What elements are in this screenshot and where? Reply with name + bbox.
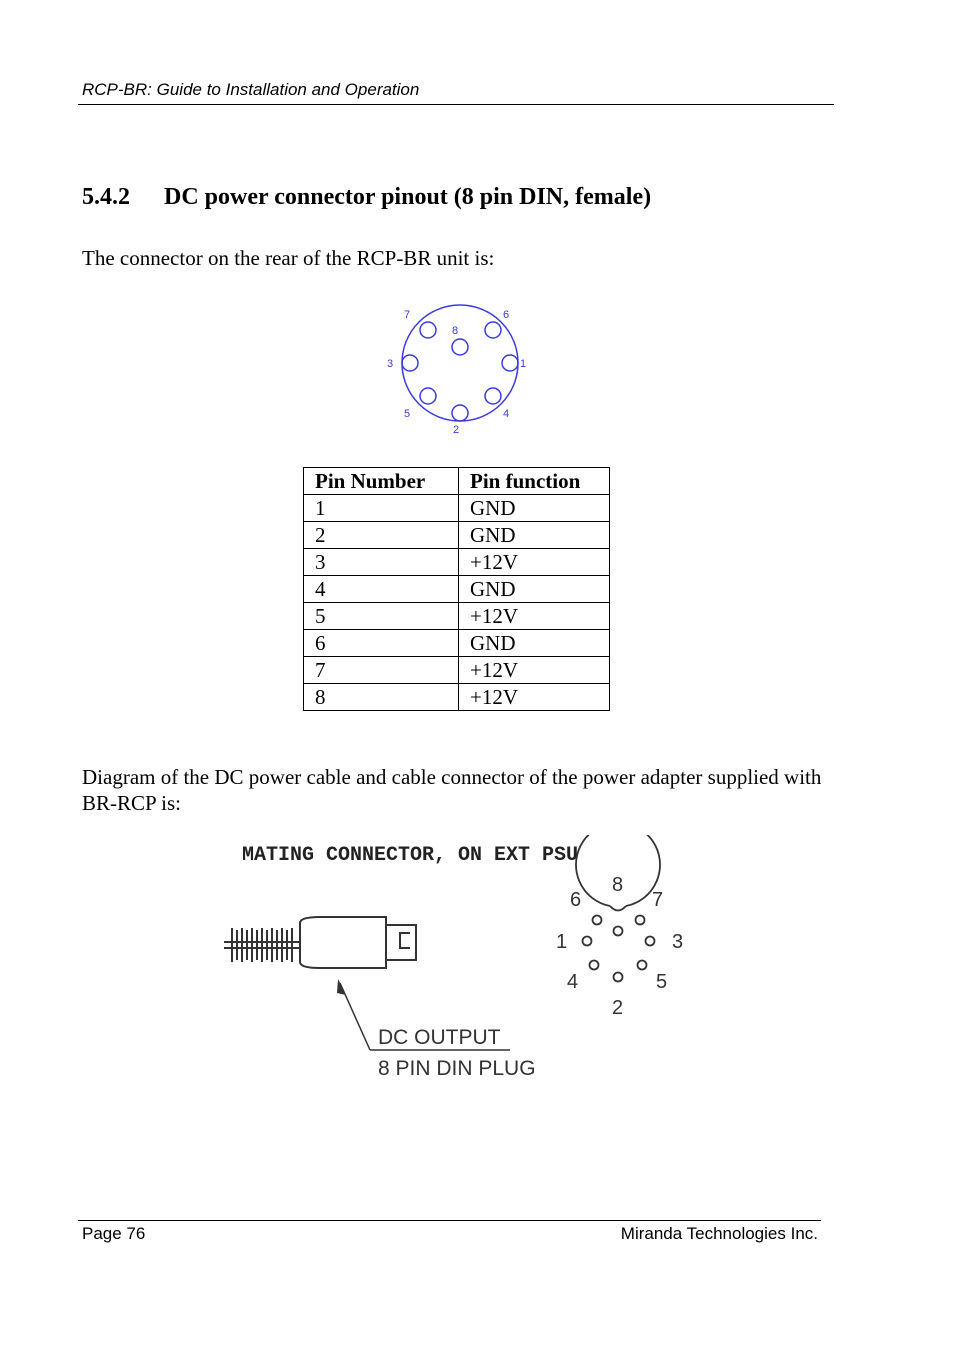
- pin-label-3: 3: [387, 358, 394, 370]
- section-title: DC power connector pinout (8 pin DIN, female): [164, 184, 652, 210]
- mating-pin-8: [614, 927, 623, 936]
- pin-label-6: 6: [503, 309, 510, 321]
- cable-connector-diagram: [220, 835, 700, 1085]
- pin-function-cell: +12V: [459, 549, 610, 576]
- pin-5-hole: [420, 388, 436, 404]
- pin-function-table: [303, 467, 610, 711]
- table-row: [304, 630, 610, 657]
- pin-number-cell: 7: [304, 657, 459, 684]
- mating-label-4: 4: [567, 971, 579, 993]
- footer-rule: [78, 1220, 821, 1221]
- column-header-pin-number: Pin Number: [304, 468, 459, 495]
- cable-label-line1: DC OUTPUT: [378, 1026, 501, 1049]
- pin-number-cell: 1: [304, 495, 459, 522]
- mating-pin-2: [614, 973, 623, 982]
- table-row: [304, 684, 610, 711]
- table-row: [304, 657, 610, 684]
- mating-pin-7: [636, 916, 645, 925]
- pin-function-cell: GND: [459, 630, 610, 657]
- intro-paragraph: The connector on the rear of the RCP-BR unit is:: [82, 246, 495, 270]
- pin-function-cell: GND: [459, 522, 610, 549]
- table-row: [304, 549, 610, 576]
- pin-number-cell: 4: [304, 576, 459, 603]
- pin-label-2: 2: [453, 424, 460, 436]
- pin-function-cell: +12V: [459, 603, 610, 630]
- table-row: [304, 495, 610, 522]
- mating-label-5: 5: [656, 971, 668, 993]
- pin-number-cell: 5: [304, 603, 459, 630]
- mating-pin-6: [593, 916, 602, 925]
- din-connector-diagram: [380, 300, 530, 440]
- section-heading: [82, 184, 651, 211]
- mating-pin-3: [646, 937, 655, 946]
- connector-outline: [402, 305, 518, 421]
- pin-function-cell: +12V: [459, 657, 610, 684]
- page-number: Page 76: [82, 1224, 146, 1243]
- column-header-pin-function: Pin function: [459, 468, 610, 495]
- mating-pin-1: [583, 937, 592, 946]
- pin-label-4: 4: [503, 408, 510, 420]
- header-rule: [78, 104, 834, 105]
- mating-pin-5: [638, 961, 647, 970]
- mating-label-7: 7: [652, 889, 664, 911]
- cable-diagram-paragraph: Diagram of the DC power cable and cable connector of the power adapter supplied with BR-RCP is:: [82, 765, 822, 815]
- pin-number-cell: 6: [304, 630, 459, 657]
- mating-label-3: 3: [672, 931, 684, 953]
- mating-label-1: 1: [556, 931, 568, 953]
- mating-label-6: 6: [570, 889, 582, 911]
- pin-function-cell: +12V: [459, 684, 610, 711]
- pin-label-7: 7: [404, 309, 411, 321]
- table-row: [304, 576, 610, 603]
- pin-number-cell: 3: [304, 549, 459, 576]
- cable-label-line2: 8 PIN DIN PLUG: [378, 1057, 536, 1080]
- pin-label-8: 8: [452, 325, 459, 337]
- pin-label-5: 5: [404, 408, 411, 420]
- mating-label-2: 2: [612, 997, 624, 1019]
- pin-number-cell: 8: [304, 684, 459, 711]
- pin-4-hole: [485, 388, 501, 404]
- mating-pin-4: [590, 961, 599, 970]
- cable-ribs-icon: [224, 928, 300, 962]
- table-row: [304, 603, 610, 630]
- pin-1-hole: [502, 355, 518, 371]
- pin-7-hole: [420, 322, 436, 338]
- cable-diagram-title: MATING CONNECTOR, ON EXT PSU: [242, 844, 579, 867]
- mating-label-8: 8: [612, 874, 624, 896]
- company-name: Miranda Technologies Inc.: [620, 1224, 818, 1243]
- pin-2-hole: [452, 405, 468, 421]
- pin-label-1: 1: [520, 358, 527, 370]
- running-header: RCP-BR: Guide to Installation and Operation: [82, 80, 420, 99]
- pin-number-cell: 2: [304, 522, 459, 549]
- pin-function-cell: GND: [459, 495, 610, 522]
- pin-function-cell: GND: [459, 576, 610, 603]
- pin-6-hole: [485, 322, 501, 338]
- table-row: [304, 522, 610, 549]
- section-number: 5.4.2: [82, 184, 130, 210]
- pin-3-hole: [402, 355, 418, 371]
- plug-body-icon: [300, 917, 386, 968]
- pin-8-hole: [452, 339, 468, 355]
- table-header-row: [304, 468, 610, 495]
